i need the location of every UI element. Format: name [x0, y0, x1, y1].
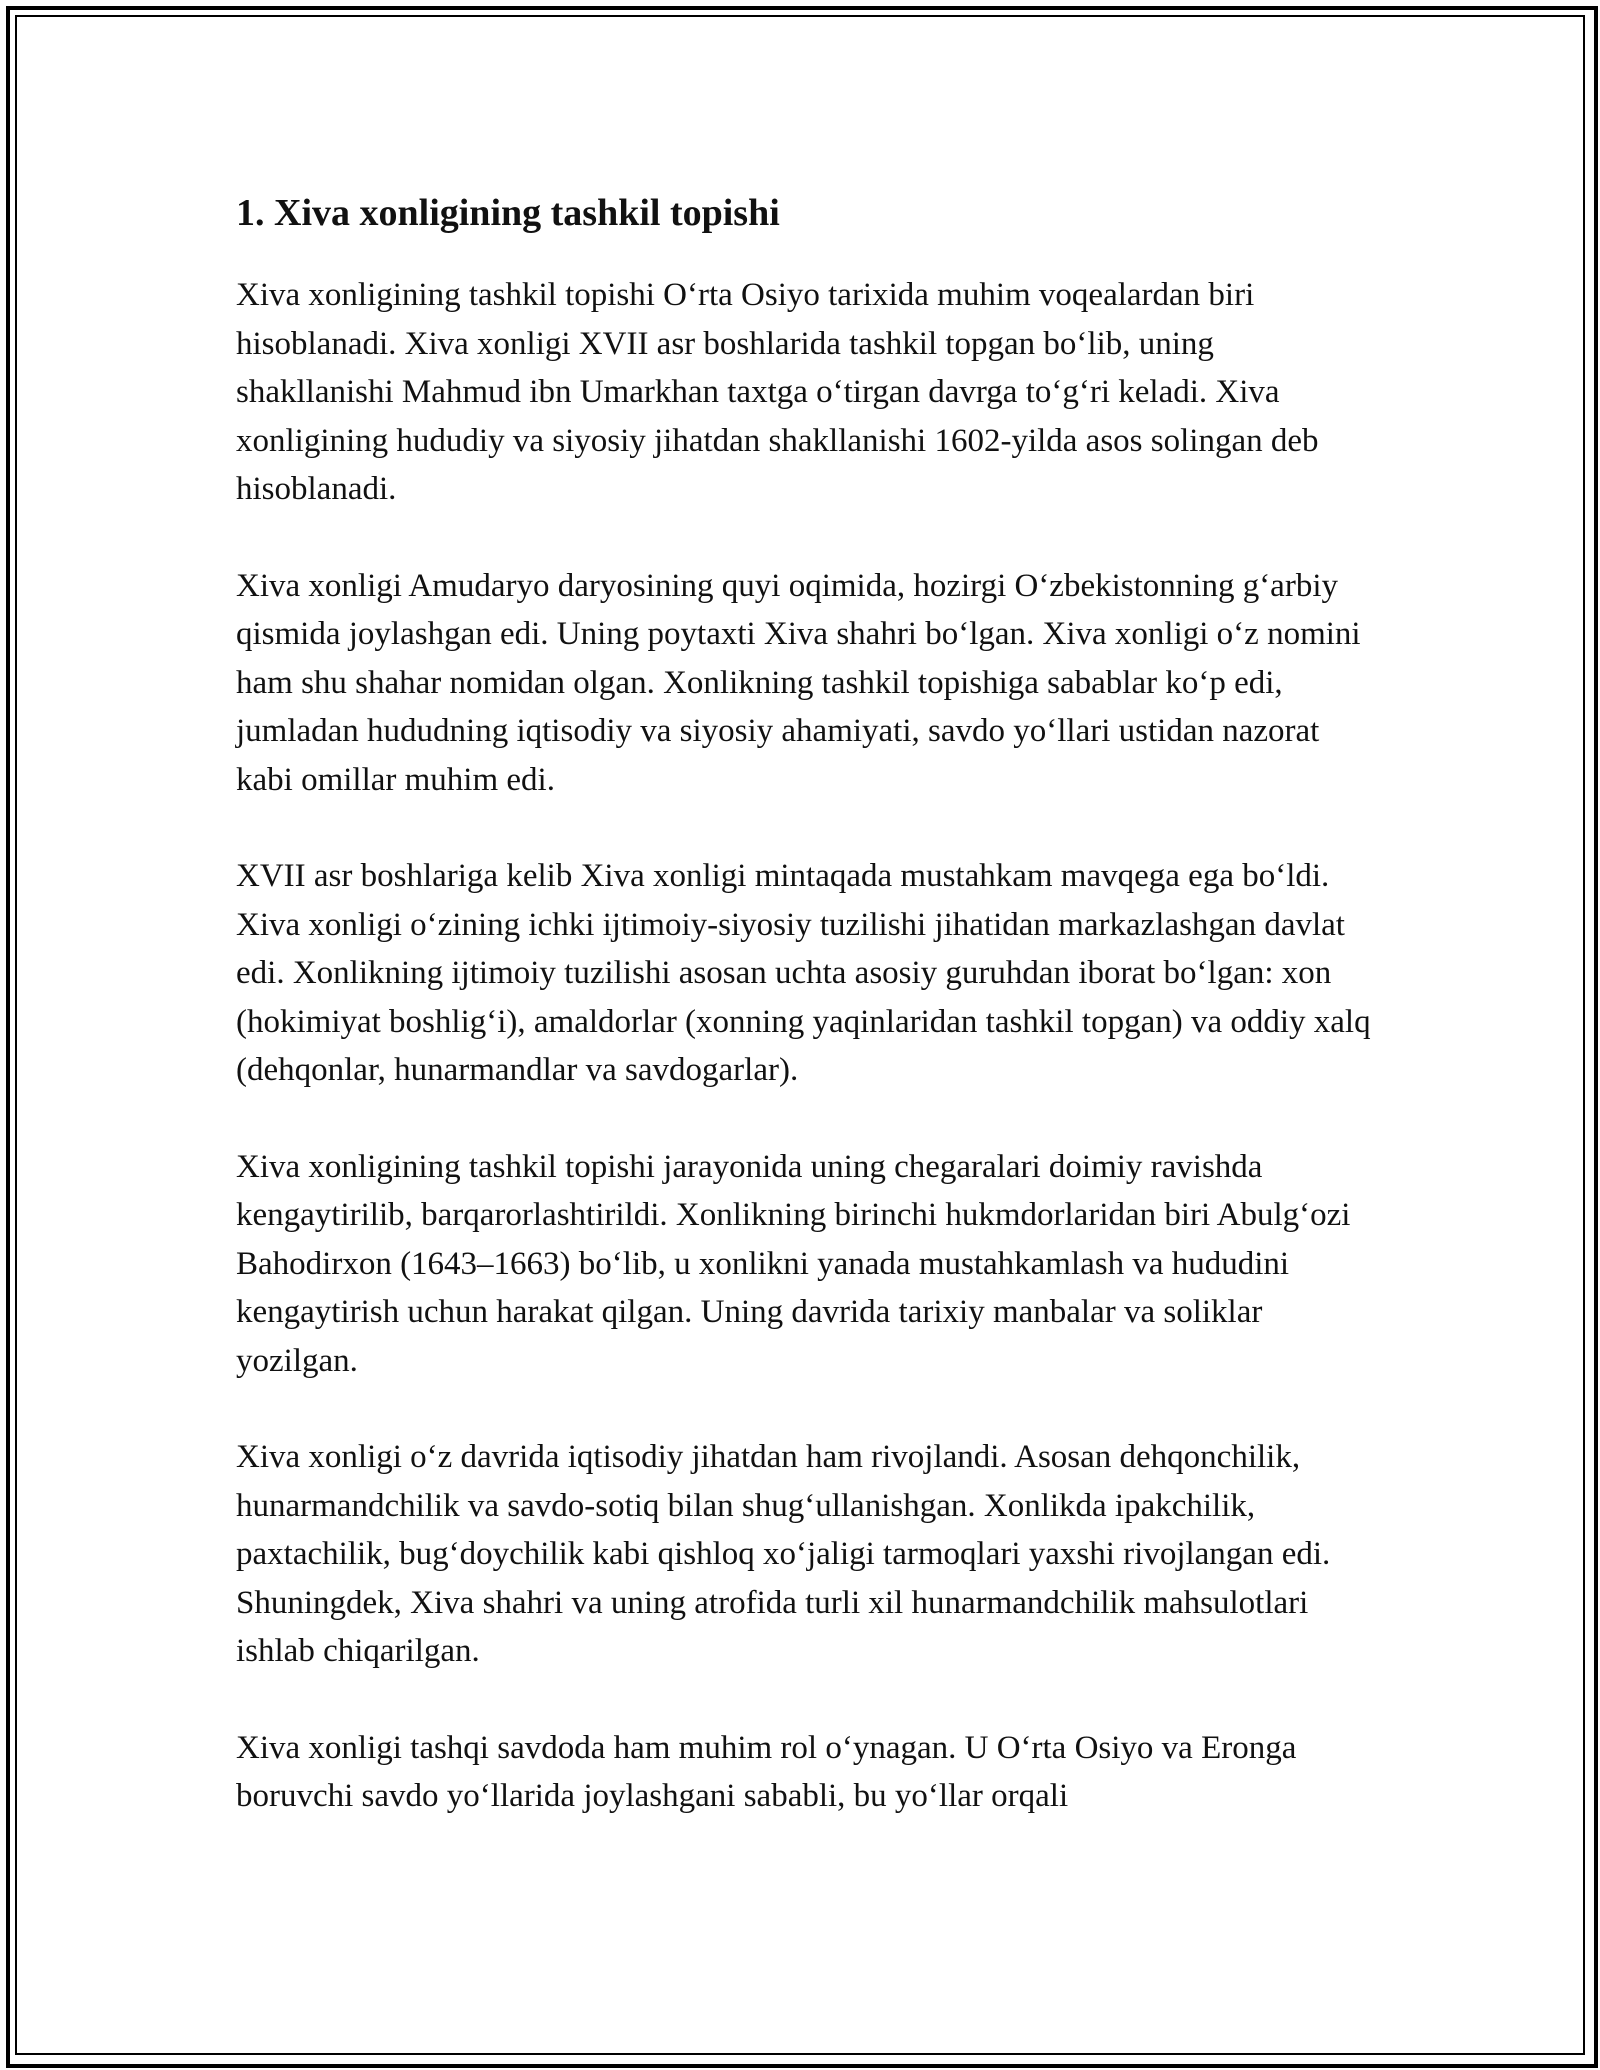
paragraph-3: XVII asr boshlariga kelib Xiva xonligi mintaqada mustahkam mavqega ega bo‘ldi. Xiva xonligi o‘zining ichki ijtimoiy-siyosiy tuzilishi jihatidan markazlashgan davlat edi. Xonlikning ijtimoiy tuzilishi asosan uchta asosiy guruhdan iborat bo‘lgan: xon (hokimiyat boshlig‘i), amaldorlar (xonning yaqinlaridan tashkil topgan) va oddiy xalq (dehqonlar, hunarmandlar va savdogarlar). [236, 858, 1371, 1088]
paragraph-6: Xiva xonligi tashqi savdoda ham muhim rol o‘ynagan. U O‘rta Osiyo va Eronga boruvchi savdo yo‘llarida joylashgani sababli, bu yo‘llar orqali [236, 1729, 1297, 1814]
paragraph-1: Xiva xonligining tashkil topishi O‘rta Osiyo tarixida muhim voqealardan biri hisoblanadi. Xiva xonligi XVII asr boshlarida tashkil topgan bo‘lib, uning shakllanishi Mahmud ibn Umarkhan taxtga o‘tirgan davrga to‘g‘ri keladi. Xiva xonligining hududiy va siyosiy jihatdan shakllanishi 1602-yilda asos solingan deb hisoblanadi. [236, 277, 1319, 507]
document-title: 1. Xiva xonligining tashkil topishi [236, 192, 780, 234]
document-body [236, 185, 1376, 1869]
paragraph-4: Xiva xonligining tashkil topishi jarayonida uning chegaralari doimiy ravishda kengaytirilib, barqarorlashtirildi. Xonlikning birinchi hukmdorlaridan biri Abulg‘ozi Bahodirxon (1643–1663) bo‘lib, u xonlikni yanada mustahkamlash va hududini kengaytirish uchun harakat qilgan. Uning davrida tarixiy manbalar va soliklar yozilgan. [236, 1148, 1351, 1379]
paragraph-2: Xiva xonligi Amudaryo daryosining quyi oqimida, hozirgi O‘zbekistonning g‘arbiy qismida joylashgan edi. Uning poytaxti Xiva shahri bo‘lgan. Xiva xonligi o‘z nomini ham shu shahar nomidan olgan. Xonlikning tashkil topishiga sabablar ko‘p edi, jumladan hududning iqtisodiy va siyosiy ahamiyati, savdo yo‘llari ustidan nazorat kabi omillar muhim edi. [236, 567, 1361, 798]
paragraph-5: Xiva xonligi o‘z davrida iqtisodiy jihatdan ham rivojlandi. Asosan dehqonchilik, hunarmandchilik va savdo-sotiq bilan shug‘ullanishgan. Xonlikda ipakchilik, paxtachilik, bug‘doychilik kabi qishloq xo‘jaligi tarmoqlari yaxshi rivojlangan edi. Shuningdek, Xiva shahri va uning atrofida turli xil hunarmandchilik mahsulotlari ishlab chiqarilgan. [236, 1439, 1331, 1669]
